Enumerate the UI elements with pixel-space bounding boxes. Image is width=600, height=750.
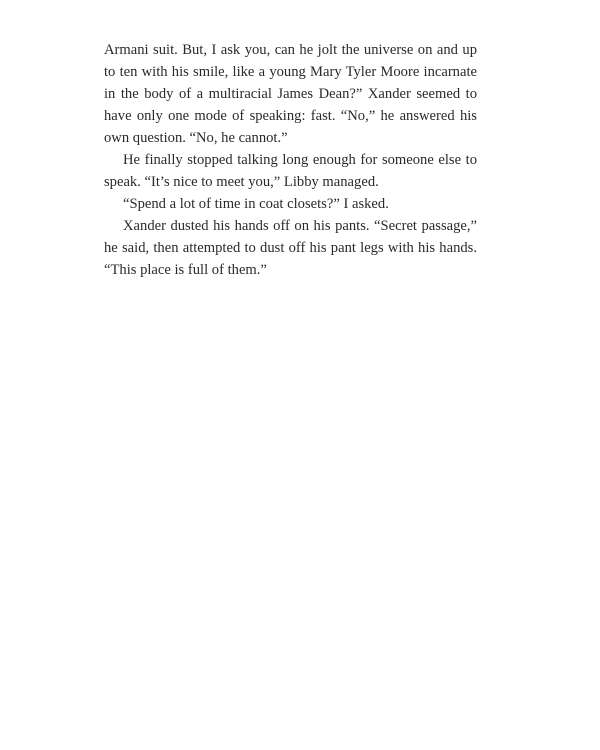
- paragraph-2: He finally stopped talking long enough for someone else to speak. “It’s nice to meet you,” Libby managed.: [104, 152, 477, 190]
- paragraph-4: Xander dusted his hands off on his pants. “Secret passage,” he said, then attempted to dust off his pant legs with his hands. “This place is full of them.”: [104, 218, 477, 278]
- paragraph-3: “Spend a lot of time in coat closets?” I asked.: [123, 196, 389, 212]
- paragraph-1: Armani suit. But, I ask you, can he jolt the universe on and up to ten with his smile, like a young Mary Tyler Moore incarnate in the body of a multiracial James Dean?” Xander seemed to have only one mode of speaking: fast. “No,” he answered his own question. “No, he cannot.”: [104, 42, 477, 146]
- body-text: [104, 39, 477, 281]
